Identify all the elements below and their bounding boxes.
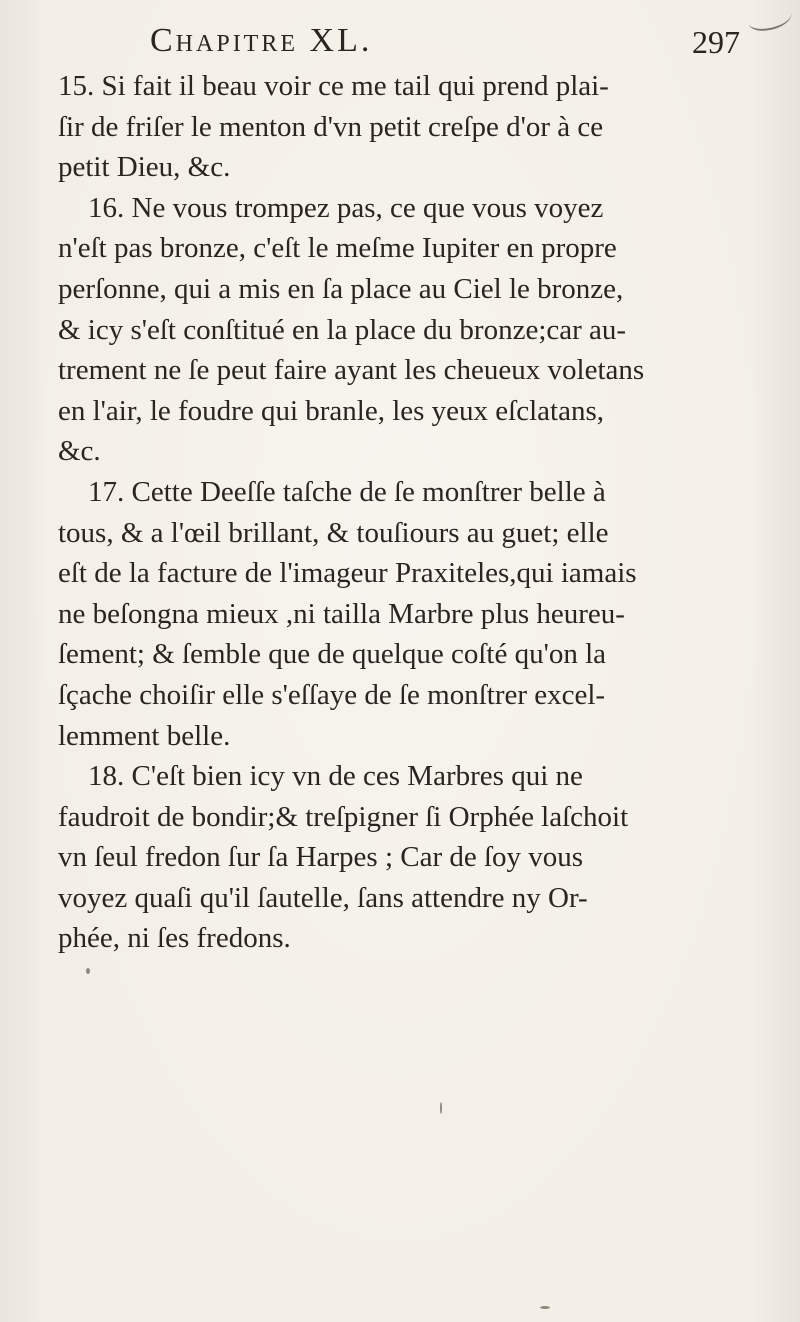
running-head	[150, 22, 740, 66]
body-text	[58, 66, 770, 959]
paper-speck	[86, 968, 90, 974]
text-line: trement ne ſe peut faire ayant les cheueux voletans	[58, 354, 645, 387]
paragraph-15	[58, 66, 770, 188]
text-line: 18. C'eſt bien icy vn de ces Marbres qui ne	[88, 760, 583, 793]
text-line: eſt de la facture de l'imageur Praxiteles,qui iamais	[58, 557, 637, 590]
text-line: en l'air, le foudre qui branle, les yeux eſclatans,	[58, 394, 604, 427]
text-line: tous, & a l'œil brillant, & touſiours au guet; elle	[58, 516, 609, 549]
text-line: voyez quaſi qu'il ſautelle, ſans attendre ny Or-	[58, 881, 588, 914]
text-line: & icy s'eſt conſtitué en la place du bronze;car au-	[58, 313, 627, 346]
text-line: lemment belle.	[58, 719, 231, 752]
corner-ink-mark	[747, 3, 794, 33]
text-line: ſçache choiſir elle s'eſſaye de ſe monſtrer excel-	[58, 678, 606, 711]
text-line: 17. Cette Deeſſe taſche de ſe monſtrer belle à	[88, 475, 606, 508]
text-line: &c.	[58, 435, 101, 468]
text-line: ſement; & ſemble que de quelque coſté qu'on la	[58, 638, 606, 671]
paper-speck	[440, 1102, 442, 1114]
paragraph-17	[58, 472, 770, 756]
text-line: ſir de friſer le menton d'vn petit creſpe d'or à ce	[58, 110, 604, 143]
paragraph-16	[58, 188, 770, 472]
page-number: 297	[692, 24, 740, 60]
text-line: ne beſongna mieux ,ni tailla Marbre plus heureu-	[58, 597, 625, 630]
chapter-title: Chapitre XL.	[150, 22, 373, 59]
text-line: 16. Ne vous trompez pas, ce que vous voyez	[88, 191, 604, 224]
text-line: phée, ni ſes fredons.	[58, 922, 291, 955]
text-line: n'eſt pas bronze, c'eſt le meſme Iupiter en propre	[58, 232, 617, 265]
text-line: vn ſeul fredon ſur ſa Harpes ; Car de ſoy vous	[58, 841, 584, 874]
text-line: petit Dieu, &c.	[58, 151, 231, 184]
paragraph-18	[58, 756, 770, 959]
paper-speck	[540, 1306, 550, 1309]
text-line: faudroit de bondir;& treſpigner ſi Orphée laſchoit	[58, 800, 629, 833]
text-line: 15. Si fait il beau voir ce me tail qui prend plai-	[58, 70, 609, 102]
text-line: perſonne, qui a mis en ſa place au Ciel le bronze,	[58, 272, 624, 305]
